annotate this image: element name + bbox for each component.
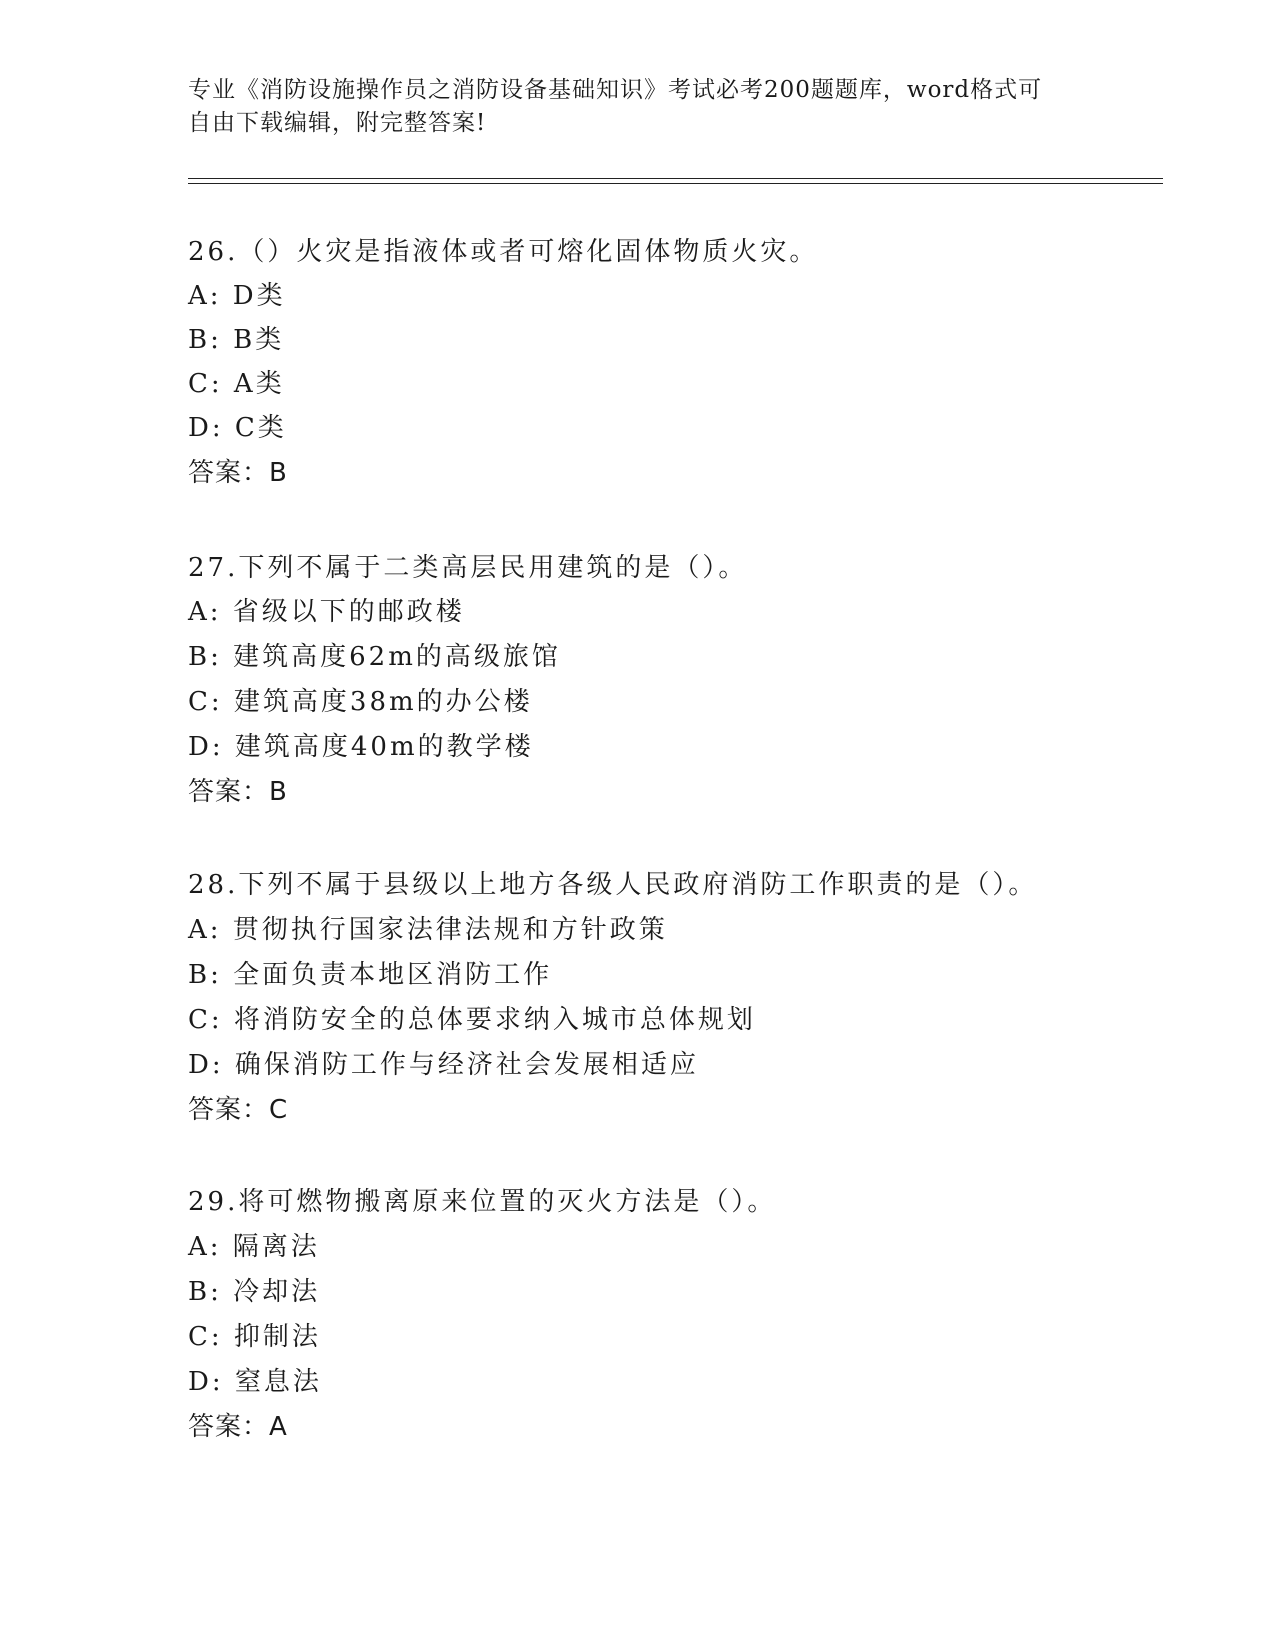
question-stem: 29.将可燃物搬离原来位置的灭火方法是（）。 [188,1187,777,1217]
option-c: C: 建筑高度38m的办公楼 [188,687,533,717]
question-stem: 27.下列不属于二类高层民用建筑的是（）。 [188,553,748,583]
option-c: C: A类 [188,369,285,399]
answer-label: 答案：B [188,458,288,488]
option-d: D: C类 [188,413,287,443]
header-divider-top [188,178,1163,179]
header-divider-bottom [188,183,1163,184]
option-d: D: 建筑高度40m的教学楼 [188,732,534,762]
option-d: D: 确保消防工作与经济社会发展相适应 [188,1050,699,1080]
option-d: D: 窒息法 [188,1367,322,1397]
header-line-2: 自由下载编辑，附完整答案! [188,110,487,136]
option-c: C: 抑制法 [188,1322,321,1352]
option-b: B: 全面负责本地区消防工作 [188,960,553,990]
answer-label: 答案：C [188,1095,289,1125]
option-a: A: 隔离法 [188,1232,320,1262]
answer-label: 答案：A [188,1412,288,1442]
document-header [188,74,1088,140]
question-stem: 28.下列不属于县级以上地方各级人民政府消防工作职责的是（）。 [188,870,1038,900]
option-c: C: 将消防安全的总体要求纳入城市总体规划 [188,1005,756,1035]
answer-label: 答案：B [188,777,288,807]
option-b: B: 建筑高度62m的高级旅馆 [188,642,561,672]
option-a: A: 贯彻执行国家法律法规和方针政策 [188,915,668,945]
header-line-1: 专业《消防设施操作员之消防设备基础知识》考试必考200题题库，word格式可 [188,77,1043,103]
option-b: B: 冷却法 [188,1277,321,1307]
option-b: B: B类 [188,325,285,355]
option-a: A: 省级以下的邮政楼 [188,597,465,627]
option-a: A: D类 [188,281,286,311]
question-stem: 26.（）火灾是指液体或者可熔化固体物质火灾。 [188,237,819,267]
